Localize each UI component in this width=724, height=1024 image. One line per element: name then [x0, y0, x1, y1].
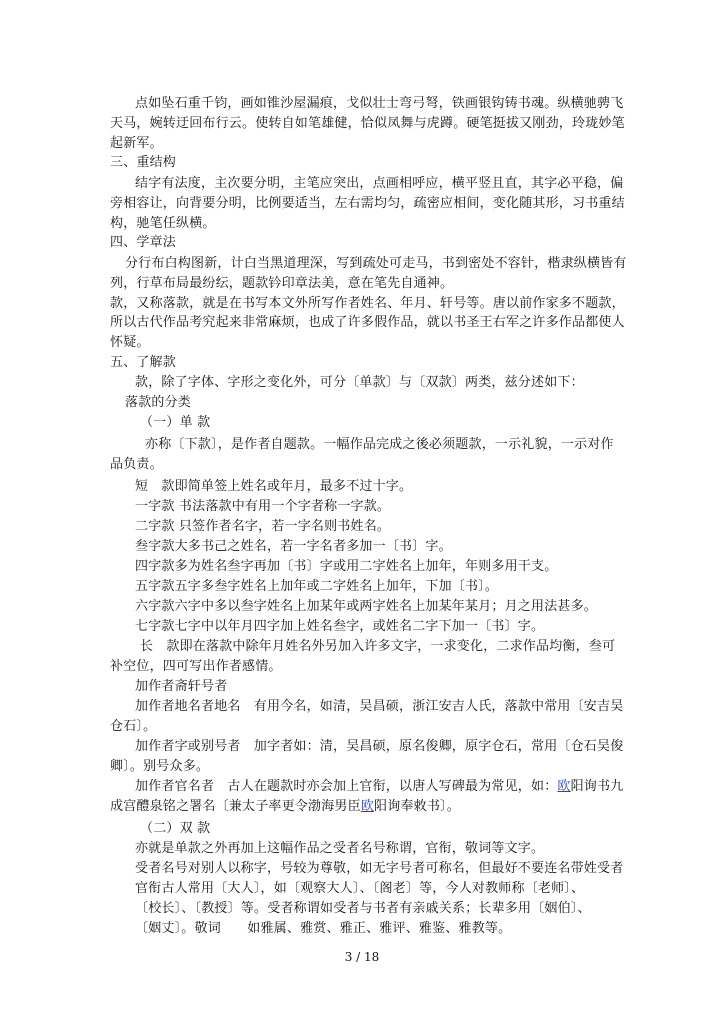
text-line: 仓石〕。 [110, 719, 157, 734]
text-line: 加作者斋轩号者 [135, 679, 228, 694]
text-line: 落款的分类 [125, 395, 192, 410]
text-line: 起新军。 [110, 136, 163, 151]
text-line: 加作者地名者地名 有用今名，如清，吴昌硕，浙江安吉人氏，落款中常用〔安吉吴 [135, 699, 624, 714]
text-line: 三、重结构 [110, 155, 177, 170]
text-line: 款，除了字体、字形之变化外，可分〔单款〕与〔双款〕两类，兹分述如下： [135, 375, 584, 390]
text-line: （一）单 款 [140, 415, 211, 430]
text-line: 成宫醴泉铭之署名〔兼太子率更令渤海男臣欧阳询奉敕书〕。 [110, 799, 460, 814]
text-line: 天马，婉转迂回布行云。使转自如笔雄健，恰似凤舞与虎蹲。硬笔挺拔又刚劲，玲珑妙笔 [110, 116, 625, 131]
page-number: 3 / 18 [344, 950, 380, 964]
text-line: （二）双 款 [140, 821, 211, 836]
text-line: 补空位，四可写出作者感情。 [110, 659, 282, 674]
text-line: 四字款多为姓名叁字再加〔书〕字或用二字姓名上加年，年则多用干支。 [135, 559, 558, 574]
text-line: 怀疑。 [110, 335, 150, 350]
text-line: 官衔古人常用〔大人〕，如〔观察大人〕、〔阁老〕等，今人对教师称〔老师〕、 [135, 881, 585, 896]
text-line: 卿〕。别号众多。 [110, 759, 210, 774]
text-line: 旁相容让，向背要分明，比例要适当，左右需均匀，疏密应相间，变化随其形，习书重结 [110, 196, 625, 211]
text-line: 亦就是单款之外再加上这幅作品之受者名号称谓，官衔，敬词等文字。 [135, 841, 545, 856]
text-line: 〔姻丈〕。敬词 如雅属、雅赏、雅正、雅评、雅鉴、雅教等。 [135, 921, 512, 936]
text-line: 加作者字或别号者 加字者如：清，吴昌硕，原名俊卿，原字仓石，常用〔仓石吴俊 [135, 739, 624, 754]
text-line: 长 款即在落款中除年月姓名外另加入许多文字，一求变化，二求作品均衡，叁可 [140, 639, 616, 654]
text-line: 叁字款大多书己之姓名，若一字名者多加一〔书〕字。 [135, 539, 452, 554]
text-line: 五字款五字多叁字姓名上加年或二字姓名上加年，下加〔书〕。 [135, 579, 499, 594]
text-line: 受者名号对别人以称字，号较为尊敬，如无字号者可称名，但最好不要连名带姓受者 [135, 861, 624, 876]
text-line: 七字款七字中以年月四字加上姓名叁字，或姓名二字下加一〔书〕字。 [135, 619, 545, 634]
hyperlink[interactable]: 欧 [557, 779, 571, 794]
text-line: 加作者官名者 古人在题款时亦会加上官衔，以唐人写碑最为常见，如：欧阳询书九 [135, 779, 624, 794]
hyperlink[interactable]: 欧 [360, 799, 375, 814]
text-line: 四、学章法 [110, 235, 177, 250]
text-fragment: 阳询奉敕书〕。 [374, 799, 460, 814]
text-line: 二字款 只签作者名字，若一字名则书姓名。 [135, 519, 391, 534]
text-line: 亦称〔下款〕，是作者自题款。一幅作品完成之後必须题款，一示礼貌，一示对作 [145, 437, 614, 452]
text-line: 短 款即简单签上姓名或年月，最多不过十字。 [135, 479, 413, 494]
text-fragment: 阳询书九 [570, 779, 624, 794]
text-line: 点如坠石重千钧，画如锥沙屋漏痕，戈似壮士弯弓弩，铁画银钩铸书魂。纵横驰骋飞 [135, 96, 624, 111]
text-line: 构，驰笔任纵横。 [110, 216, 216, 231]
text-line: 所以古代作品考究起来非常麻烦，也成了许多假作品，就以书圣王右军之许多作品都使人 [110, 315, 625, 330]
text-line: 列，行草布局最纷纭，题款钤印章法美，意在笔先自通神。 [110, 276, 454, 291]
text-line: 五、了解款 [110, 355, 177, 370]
text-line: 品负责。 [110, 457, 163, 472]
text-line: 一字款 书法落款中有用一个字者称一字款。 [135, 499, 391, 514]
text-line: 款，又称落款，就是在书写本文外所写作者姓名、年月、轩号等。唐以前作家多不题款， [110, 296, 625, 311]
text-line: 分行布白构图新，计白当黑道理深，写到疏处可走马，书到密处不容针，楷隶纵横皆有 [125, 256, 627, 271]
text-line: 六字款六字中多以叁字姓名上加某年或两字姓名上加某年某月；月之用法甚多。 [135, 599, 598, 614]
text-line: 结字有法度，主次要分明，主笔应突出，点画相呼应，横平竖且直，其字必平稳，偏 [135, 176, 624, 191]
text-line: 〔校长〕、〔教授〕等。受者称谓如受者与书者有亲戚关系；长辈多用〔姻伯〕、 [135, 901, 591, 916]
